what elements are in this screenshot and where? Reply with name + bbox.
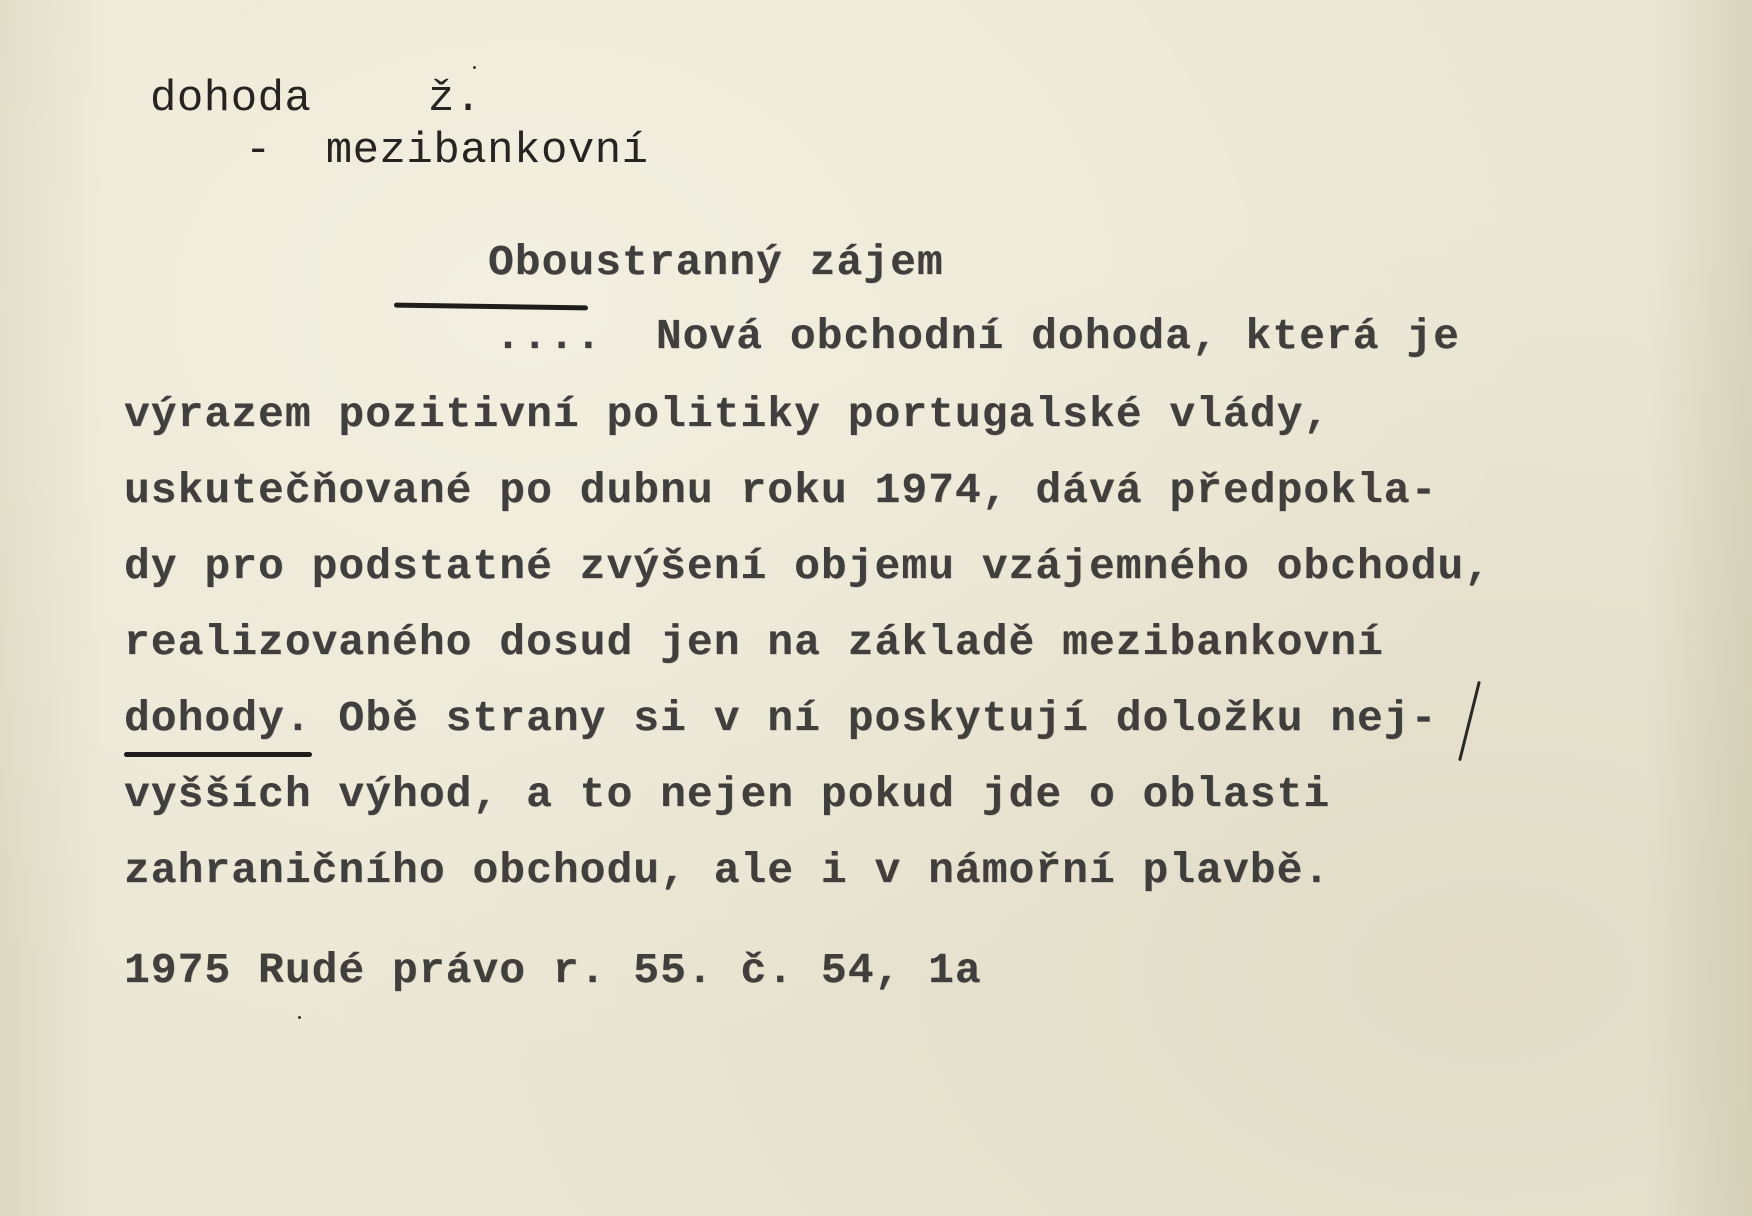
headword: dohoda xyxy=(150,74,312,124)
body-line: zahraničního obchodu, ale i v námořní plavbě. xyxy=(124,846,1331,895)
body-line: výrazem pozitivní politiky portugalské vlády, xyxy=(124,390,1331,439)
source-citation: 1975 Rudé právo r. 55. č. 54, 1a xyxy=(124,946,982,995)
body-line: dy pro podstatné zvýšení objemu vzájemného obchodu, xyxy=(124,542,1492,591)
body-line: vyšších výhod, a to nejen pokud jde o oblasti xyxy=(124,770,1331,819)
paper-speck xyxy=(298,1016,301,1019)
subentry: - mezibankovní xyxy=(245,126,649,176)
body-line: dohody. Obě strany si v ní poskytují doložku nej- xyxy=(124,694,1438,743)
body-line: uskutečňované po dubnu roku 1974, dává předpokla- xyxy=(124,466,1438,515)
body-line: realizovaného dosud jen na základě mezibankovní xyxy=(124,618,1384,667)
body-line: .... Nová obchodní dohoda, která je xyxy=(495,312,1460,361)
title-underline xyxy=(394,303,588,311)
gender-abbreviation: ž. xyxy=(428,74,482,124)
stray-mark xyxy=(473,66,476,69)
handwritten-slash xyxy=(1458,681,1481,761)
keyword-underline xyxy=(124,752,312,757)
article-title: Oboustranný zájem xyxy=(488,238,944,287)
